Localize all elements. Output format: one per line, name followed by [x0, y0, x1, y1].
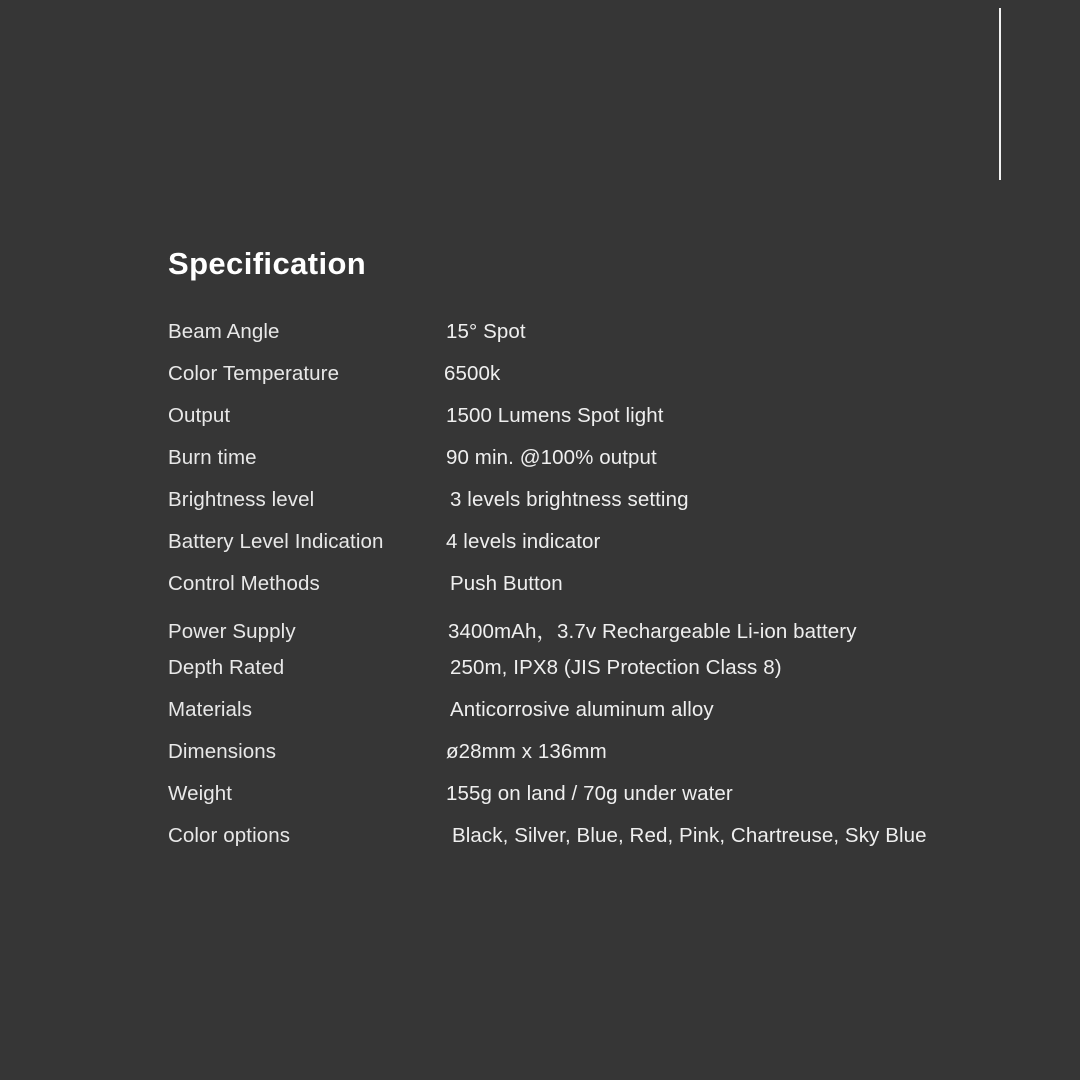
spec-value: 4 levels indicator — [446, 530, 601, 553]
spec-value: 3400mAh，3.7v Rechargeable Li-ion battery — [448, 620, 857, 643]
spec-value: Anticorrosive aluminum alloy — [450, 698, 714, 721]
spec-label: Power Supply — [168, 620, 296, 643]
spec-label: Dimensions — [168, 740, 277, 763]
specification-table — [168, 320, 998, 866]
spec-label: Weight — [168, 782, 233, 805]
table-row — [168, 740, 998, 782]
spec-value: 250m, IPX8 (JIS Protection Class 8) — [450, 656, 782, 679]
table-row — [168, 656, 998, 698]
table-row — [168, 614, 998, 656]
spec-value: 90 min. @100% output — [446, 446, 657, 469]
spec-value: 3 levels brightness setting — [450, 488, 689, 511]
spec-label: Brightness level — [168, 488, 315, 511]
spec-label: Battery Level Indication — [168, 530, 384, 553]
table-row — [168, 488, 998, 530]
spec-label: Beam Angle — [168, 320, 280, 343]
table-row — [168, 572, 998, 614]
spec-label: Color Temperature — [168, 362, 340, 385]
spec-value: Black, Silver, Blue, Red, Pink, Chartreuse, Sky Blue — [452, 824, 927, 847]
page-title: Specification — [168, 246, 367, 281]
spec-value: 1500 Lumens Spot light — [446, 404, 664, 427]
spec-value: 15° Spot — [446, 320, 526, 343]
table-row — [168, 698, 998, 740]
spec-label: Burn time — [168, 446, 257, 469]
table-row — [168, 824, 998, 866]
spec-label: Output — [168, 404, 231, 427]
spec-label: Depth Rated — [168, 656, 285, 679]
spec-label: Materials — [168, 698, 253, 721]
table-row — [168, 782, 998, 824]
table-row — [168, 530, 998, 572]
table-row — [168, 446, 998, 488]
table-row — [168, 320, 998, 362]
table-row — [168, 362, 998, 404]
spec-value: 6500k — [444, 362, 501, 385]
spec-label: Color options — [168, 824, 291, 847]
table-row — [168, 404, 998, 446]
spec-value: Push Button — [450, 572, 563, 595]
spec-label: Control Methods — [168, 572, 320, 595]
spec-value: 155g on land / 70g under water — [446, 782, 733, 805]
spec-value: ø28mm x 136mm — [446, 740, 607, 763]
accent-rule-decoration — [999, 8, 1001, 180]
